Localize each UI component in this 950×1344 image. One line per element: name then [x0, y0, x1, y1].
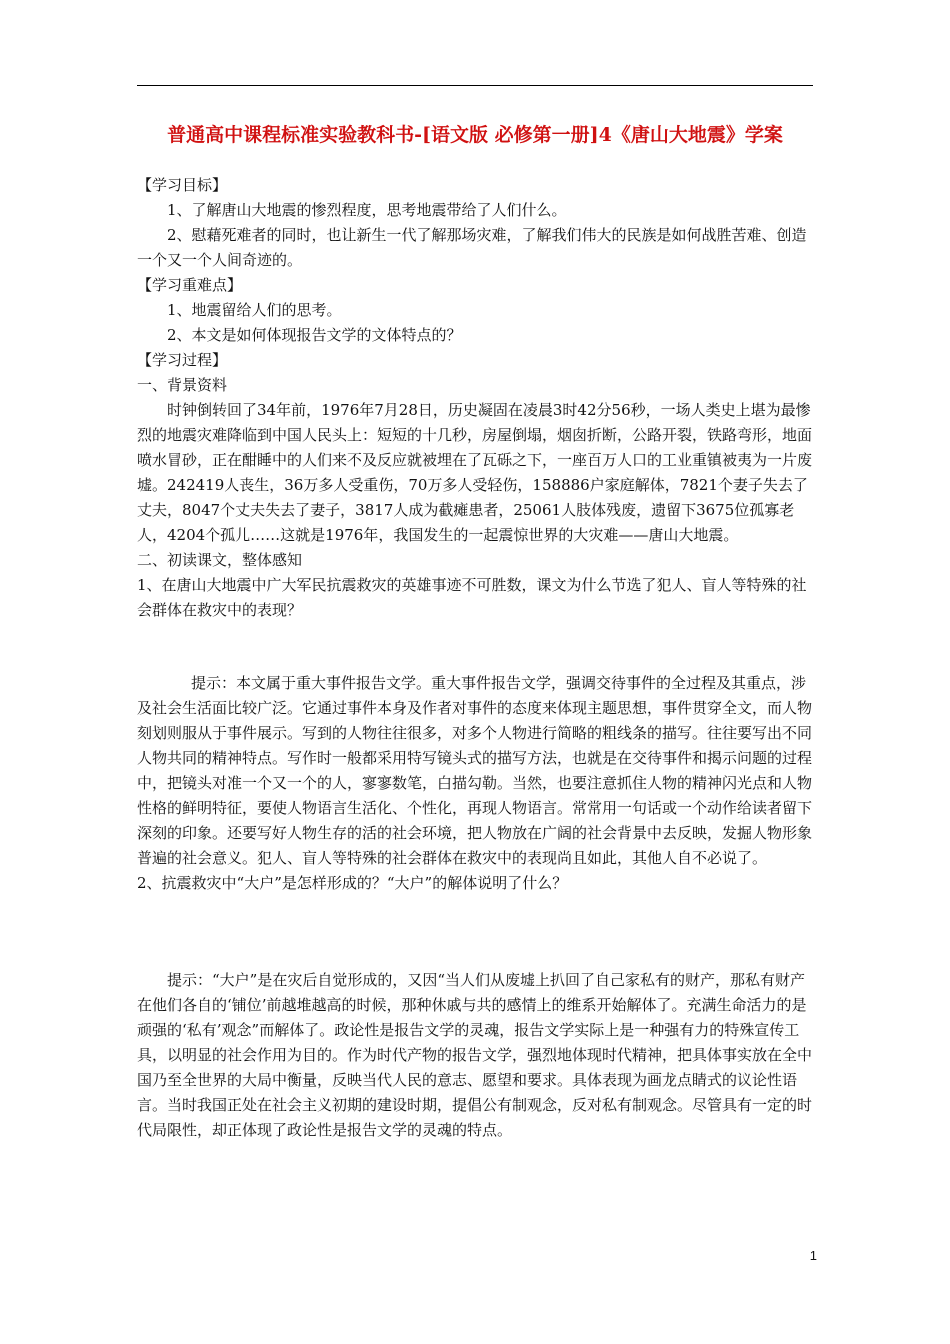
answer-space — [137, 623, 813, 671]
document-title: 普通高中课程标准实验教科书-[语文版 必修第一册]4《唐山大地震》学案 — [167, 124, 783, 146]
goals-heading: 【学习目标】 — [137, 176, 228, 194]
question-2: 2、抗震救灾中“大户”是怎样形成的？“大户”的解体说明了什么？ — [137, 874, 568, 892]
key-point-item: 2、本文是如何体现报告文学的文体特点的？ — [167, 326, 462, 344]
page-number: 1 — [809, 1248, 817, 1263]
document-body — [137, 173, 813, 1143]
background-paragraph: 时钟倒转回了34年前，1976年7月28日，历史凝固在凌晨3时42分56秒，一场人类史上堪为最惨烈的地震灾难降临到中国人民头上：短短的十几秒，房屋倒塌，烟囱折断，公路开裂，铁路弯形，地面喷水冒砂，正在酣睡中的人们来不及反应就被埋在了瓦砾之下，一座百万人口的工业重镇被夷为一片废墟。242419人丧生，36万多人受重伤，70万多人受轻伤，158886户家庭解体，7821个妻子失去了丈夫，8047个丈夫失去了妻子，3817人成为截瘫患者，25061人肢体残废，遗留下3675位孤寡老人，4204个孤儿……这就是1976年，我国发生的一起震惊世界的大灾难——唐山大地震。 — [137, 401, 813, 544]
goal-item: 1、了解唐山大地震的惨烈程度，思考地震带给了人们什么。 — [167, 201, 567, 219]
question-1: 1、在唐山大地震中广大军民抗震救灾的英雄事迹不可胜数，课文为什么节选了犯人、盲人等特殊的社会群体在救灾中的表现？ — [137, 576, 807, 619]
goal-item: 2、慰藉死难者的同时，也让新生一代了解那场灾难，了解我们伟大的民族是如何战胜苦难、创造一个又一个人间奇迹的。 — [137, 226, 807, 269]
header-rule — [137, 85, 813, 86]
key-heading: 【学习重难点】 — [137, 276, 243, 294]
hint-2-paragraph: 提示：“大户”是在灾后自觉形成的，又因“当人们从废墟上扒回了自己家私有的财产，那私有财产在他们各自的‘铺位’前越堆越高的时候，那种休戚与共的感情上的维系开始解体了。充满生命活力的是顽强的‘私有’观念”而解体了。政论性是报告文学的灵魂，报告文学实际上是一种强有力的特殊宣传工具，以明显的社会作用为目的。作为时代产物的报告文学，强烈地体现时代精神，把具体事实放在全中国乃至全世界的大局中衡量，反映当代人民的意志、愿望和要求。具体表现为画龙点睛式的议论性语言。当时我国正处在社会主义初期的建设时期，提倡公有制观念，反对私有制观念。尽管具有一定的时代局限性，却正体现了政论性是报告文学的灵魂的特点。 — [137, 971, 813, 1139]
reading-heading: 二、初读课文，整体感知 — [137, 551, 303, 569]
answer-space — [137, 896, 813, 968]
process-heading: 【学习过程】 — [137, 351, 228, 369]
hint-1-paragraph: 提示：本文属于重大事件报告文学。重大事件报告文学，强调交待事件的全过程及其重点，涉及社会生活面比较广泛。它通过事件本身及作者对事件的态度来体现主题思想，事件贯穿全文，而人物刻划则服从于事件展示。写到的人物往往很多，对多个人物进行简略的粗线条的描写。往往要写出不同人物共同的精神特点。写作时一般都采用特写镜头式的描写方法，也就是在交待事件和揭示问题的过程中，把镜头对准一个又一个的人，寥寥数笔，白描勾勒。当然，也要注意抓住人物的精神闪光点和人物性格的鲜明特征，要使人物语言生活化、个性化，再现人物语言。常常用一句话或一个动作给读者留下深刻的印象。还要写好人物生存的活的社会环境，把人物放在广阔的社会背景中去反映，发掘人物形象普遍的社会意义。犯人、盲人等特殊的社会群体在救灾中的表现尚且如此，其他人自不必说了。 — [137, 674, 813, 867]
key-point-item: 1、地震留给人们的思考。 — [167, 301, 342, 319]
background-heading: 一、背景资料 — [137, 376, 228, 394]
